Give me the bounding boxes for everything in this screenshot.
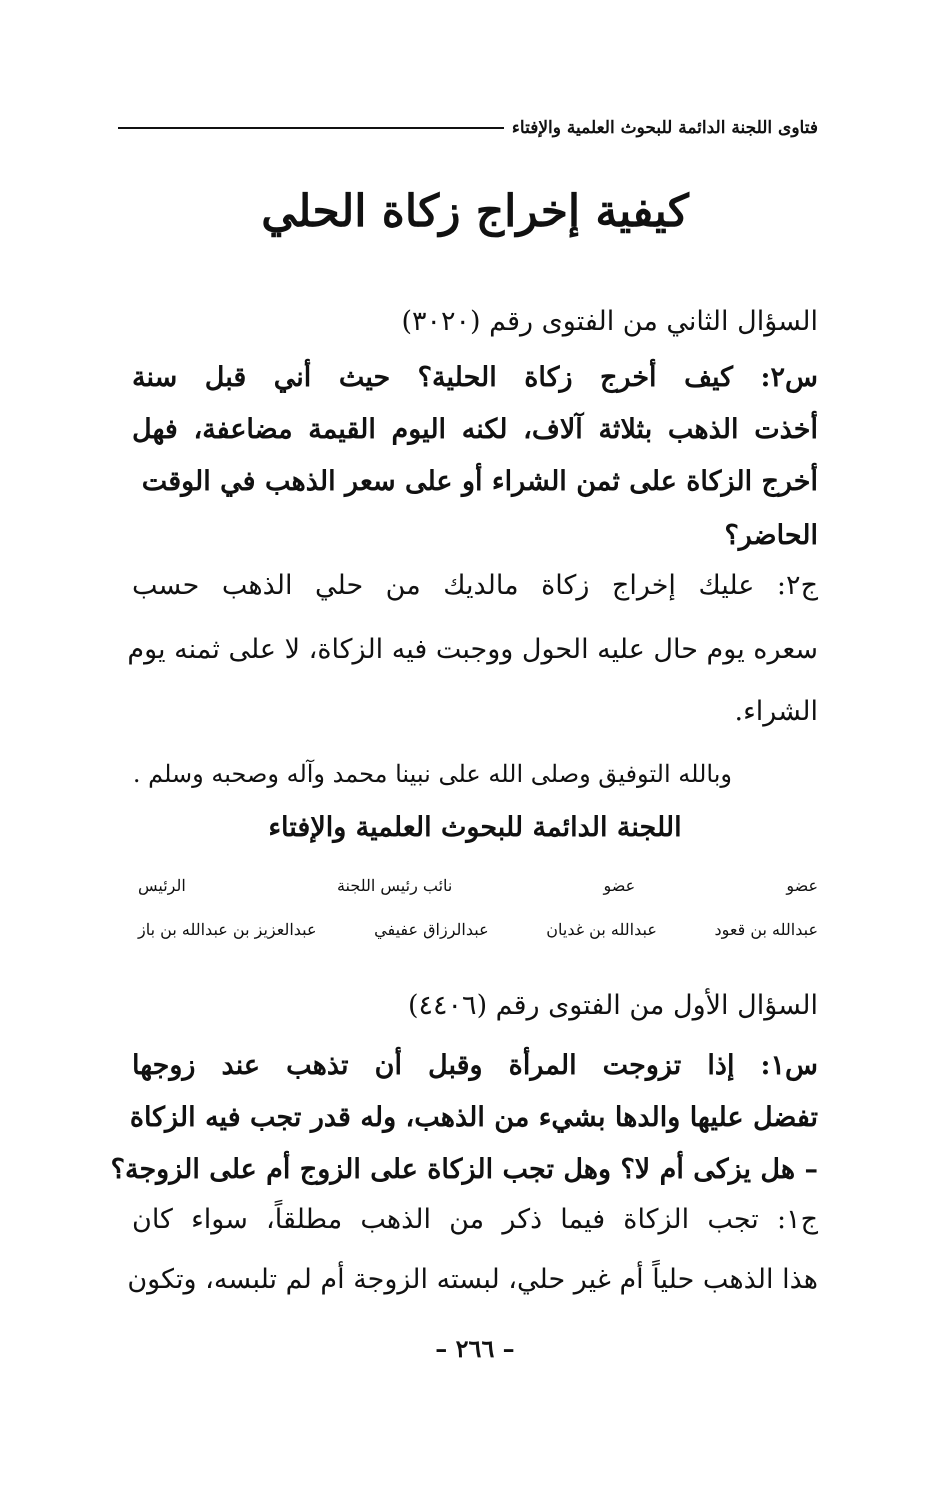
- question-line: أخرج الزكاة على ثمن الشراء أو على سعر الذهب في الوقت: [141, 466, 818, 497]
- question-line: أخذت الذهب بثلاثة آلاف، لكنه اليوم القيمة مضاعفة، فهل: [132, 414, 818, 445]
- header-rule: [118, 127, 504, 129]
- committee-name: اللجنة الدائمة للبحوث العلمية والإفتاء: [268, 812, 682, 843]
- running-header-title: فتاوى اللجنة الدائمة للبحوث العلمية والإفتاء: [511, 118, 818, 138]
- running-header: [118, 118, 818, 138]
- question-line: – هل يزكى أم لا؟ وهل تجب الزكاة على الزوج أم على الزوجة؟: [110, 1154, 818, 1185]
- signatory-name: عبدالعزيز بن عبدالله بن باز: [138, 920, 317, 939]
- answer-line: الشراء.: [734, 696, 818, 727]
- closing-formula: وبالله التوفيق وصلى الله على نبينا محمد وآله وصحبه وسلم .: [132, 760, 732, 788]
- signatory-names: [138, 920, 818, 939]
- signatory-name: عبدالله بن قعود: [714, 920, 818, 939]
- signatory-role: نائب رئيس اللجنة: [336, 876, 453, 895]
- signatory-roles: [138, 876, 818, 895]
- answer-line: هذا الذهب حلياً أم غير حلي، لبسته الزوجة أم لم تلبسه، وتكون: [127, 1264, 818, 1295]
- page-number: – ٢٦٦ –: [435, 1334, 515, 1363]
- question-line: الحاضر؟: [724, 520, 818, 551]
- answer-line: سعره يوم حال عليه الحول ووجبت فيه الزكاة، لا على ثمنه يوم: [127, 634, 818, 665]
- question-label: السؤال الثاني من الفتوى رقم (٣٠٢٠): [401, 306, 818, 337]
- signatory-role: عضو: [603, 876, 636, 895]
- question-line: س٢: كيف أخرج زكاة الحلية؟ حيث أني قبل سنة: [132, 362, 818, 393]
- signatory-name: عبدالله بن غديان: [546, 920, 657, 939]
- question-line: س١: إذا تزوجت المرأة وقبل أن تذهب عند زوجها: [132, 1050, 818, 1081]
- signatory-role: الرئيس: [138, 876, 186, 895]
- signatory-name: عبدالرزاق عفيفي: [374, 920, 489, 939]
- page-title: كيفية إخراج زكاة الحلي: [261, 186, 689, 237]
- answer-line: ج٢: عليك إخراج زكاة مالديك من حلي الذهب حسب: [132, 570, 818, 601]
- question-label: السؤال الأول من الفتوى رقم (٤٤٠٦): [408, 990, 818, 1021]
- question-line: تفضل عليها والدها بشيء من الذهب، وله قدر تجب فيه الزكاة: [129, 1102, 818, 1133]
- signatory-role: عضو: [786, 876, 818, 895]
- answer-line: ج١: تجب الزكاة فيما ذكر من الذهب مطلقاً، سواء كان: [132, 1204, 818, 1235]
